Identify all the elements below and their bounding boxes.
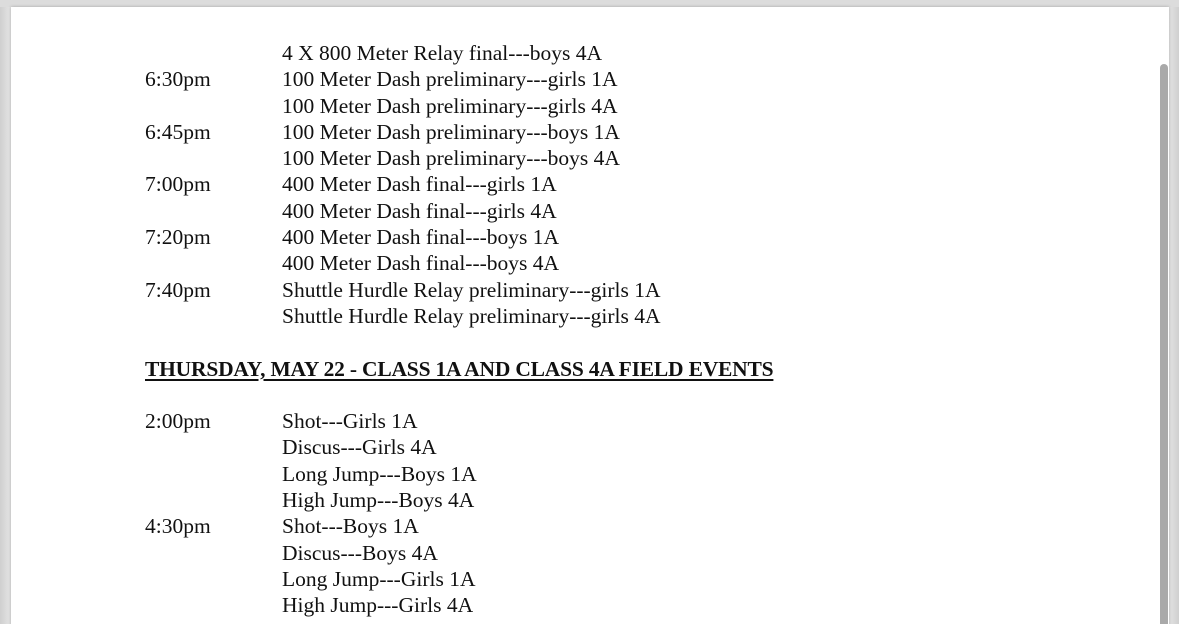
schedule-event: 100 Meter Dash preliminary---girls 1A <box>282 67 618 92</box>
blank-line <box>145 382 1145 408</box>
schedule-row <box>145 171 1145 197</box>
section-heading: THURSDAY, MAY 22 - CLASS 1A AND CLASS 4A FIELD EVENTS <box>145 356 774 381</box>
schedule-row <box>145 93 1145 119</box>
schedule-row <box>145 487 1145 513</box>
schedule-time: 7:00pm <box>145 172 211 197</box>
schedule-time: 6:30pm <box>145 67 211 92</box>
schedule-event: 400 Meter Dash final---girls 1A <box>282 172 557 197</box>
schedule-event: 400 Meter Dash final---girls 4A <box>282 198 557 223</box>
schedule-row <box>145 592 1145 618</box>
schedule-time: 7:20pm <box>145 225 211 250</box>
document-page <box>11 7 1169 624</box>
vertical-scrollbar-thumb[interactable] <box>1160 64 1168 624</box>
document-content <box>145 40 1145 619</box>
schedule-row <box>145 540 1145 566</box>
schedule-row <box>145 224 1145 250</box>
schedule-row <box>145 145 1145 171</box>
schedule-row <box>145 40 1145 66</box>
schedule-event: 400 Meter Dash final---boys 4A <box>282 251 560 276</box>
schedule-event: Shuttle Hurdle Relay preliminary---girls 4A <box>282 303 661 328</box>
schedule-time: 6:45pm <box>145 119 211 144</box>
schedule-row <box>145 119 1145 145</box>
blank-line <box>145 329 1145 355</box>
schedule-time: 2:00pm <box>145 409 211 434</box>
schedule-row <box>145 408 1145 434</box>
schedule-row <box>145 303 1145 329</box>
schedule-event: High Jump---Girls 4A <box>282 593 474 618</box>
schedule-row <box>145 513 1145 539</box>
schedule-event: Shot---Girls 1A <box>282 409 418 434</box>
schedule-time: 7:40pm <box>145 277 211 302</box>
schedule-event: 100 Meter Dash preliminary---boys 4A <box>282 146 620 171</box>
schedule-event: Shuttle Hurdle Relay preliminary---girls 1A <box>282 277 661 302</box>
schedule-event: Discus---Boys 4A <box>282 540 438 565</box>
schedule-event: Discus---Girls 4A <box>282 435 437 460</box>
schedule-event: 100 Meter Dash preliminary---boys 1A <box>282 119 620 144</box>
schedule-event: 400 Meter Dash final---boys 1A <box>282 225 560 250</box>
schedule-row <box>145 566 1145 592</box>
schedule-row <box>145 461 1145 487</box>
schedule-event: High Jump---Boys 4A <box>282 488 475 513</box>
schedule-event: Long Jump---Boys 1A <box>282 461 477 486</box>
schedule-event: Shot---Boys 1A <box>282 514 419 539</box>
schedule-event: Long Jump---Girls 1A <box>282 566 476 591</box>
schedule-event: 100 Meter Dash preliminary---girls 4A <box>282 93 618 118</box>
schedule-row <box>145 250 1145 276</box>
schedule-row <box>145 277 1145 303</box>
viewer-top-edge <box>0 0 1179 7</box>
schedule-time: 4:30pm <box>145 514 211 539</box>
schedule-row <box>145 66 1145 92</box>
schedule-row <box>145 434 1145 460</box>
schedule-event: 4 X 800 Meter Relay final---boys 4A <box>282 41 603 65</box>
schedule-row <box>145 198 1145 224</box>
